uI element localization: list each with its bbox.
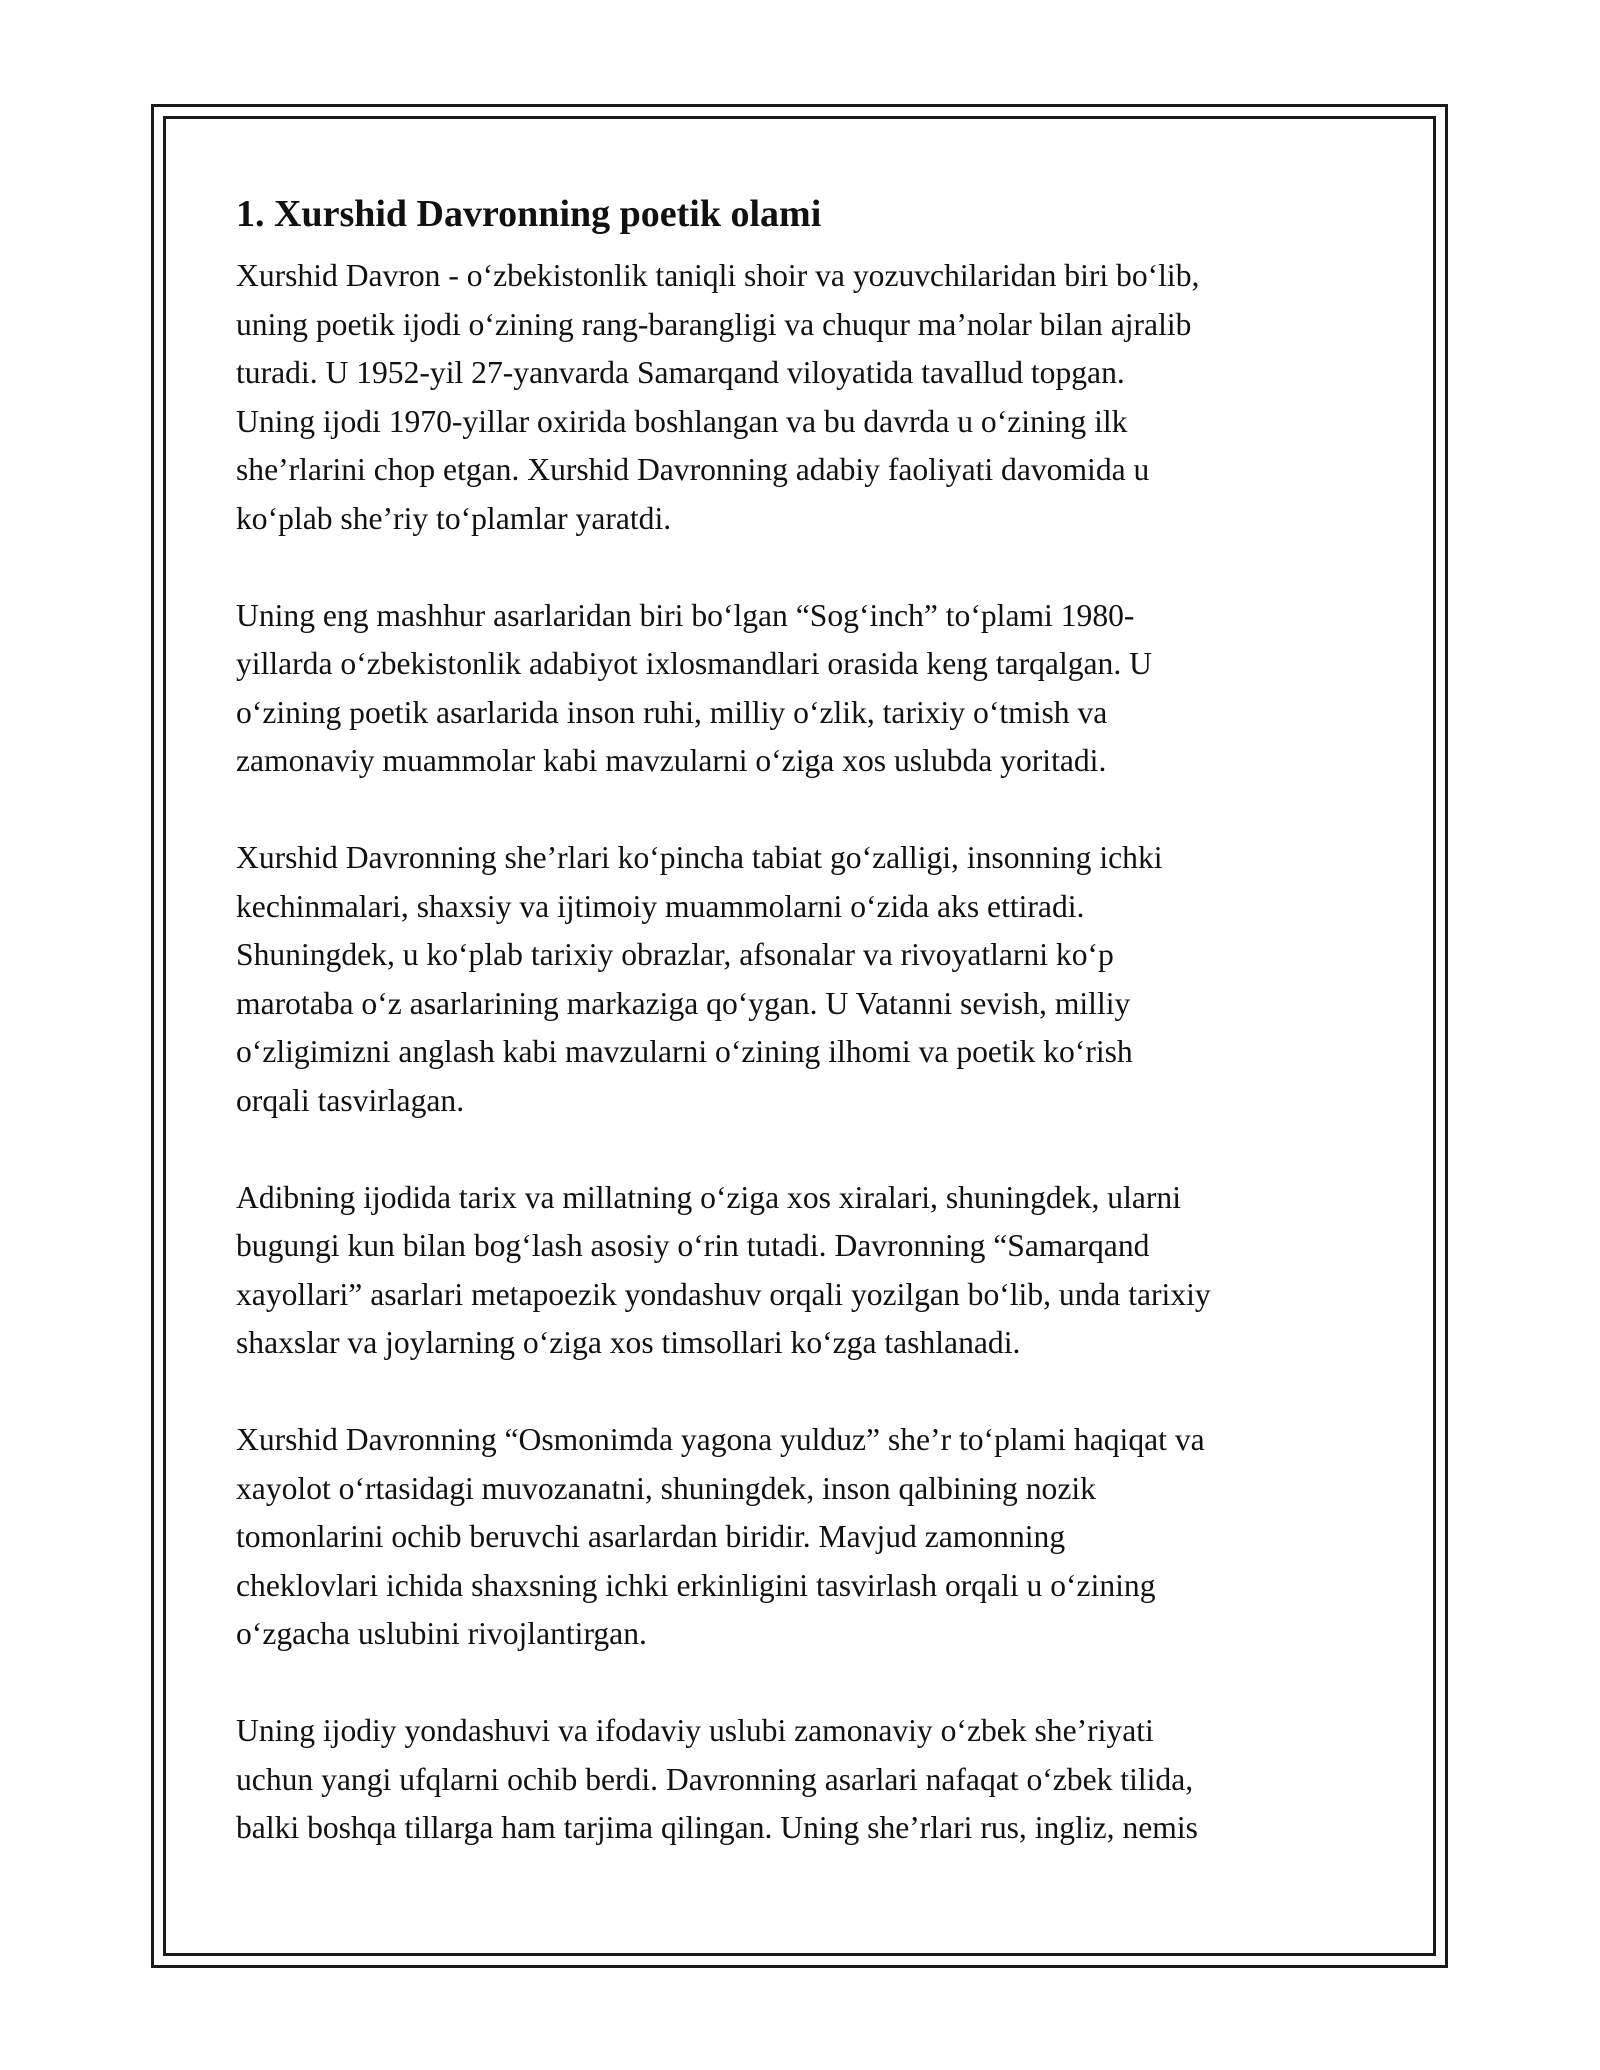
text-line: Uning eng mashhur asarlaridan biri bo‘lgan “Sog‘inch” to‘plami 1980-	[236, 597, 1135, 633]
text-line: zamonaviy muammolar kabi mavzularni o‘ziga xos uslubda yoritadi.	[236, 743, 1107, 778]
text-line: turadi. U 1952-yil 27-yanvarda Samarqand viloyatida tavallud topgan.	[236, 355, 1125, 390]
text-line: ko‘plab she’riy to‘plamlar yaratdi.	[236, 500, 672, 536]
text-line: shaxslar va joylarning o‘ziga xos timsollari ko‘zga tashlanadi.	[236, 1325, 1021, 1360]
text-line: o‘zining poetik asarlarida inson ruhi, milliy o‘zlik, tarixiy o‘tmish va	[236, 694, 1108, 730]
paragraph-4	[236, 1174, 1381, 1368]
text-line: kechinmalari, shaxsiy va ijtimoiy muammolarni o‘zida aks ettiradi.	[236, 888, 1085, 924]
paragraph-6	[236, 1707, 1381, 1853]
text-line: Xurshid Davronning she’rlari ko‘pincha tabiat go‘zalligi, insonning ichki	[236, 840, 1163, 875]
paragraph-3	[236, 834, 1381, 1125]
text-line: bugungi kun bilan bog‘lash asosiy o‘rin tutadi. Davronning “Samarqand	[236, 1228, 1150, 1263]
section-heading: 1. Xurshid Davronning poetik olami	[236, 193, 822, 235]
text-line: balki boshqa tillarga ham tarjima qilingan. Uning she’rlari rus, ingliz, nemis	[236, 1810, 1198, 1845]
text-line: yillarda o‘zbekistonlik adabiyot ixlosmandlari orasida keng tarqalgan. U	[236, 646, 1152, 681]
text-line: marotaba o‘z asarlarining markaziga qo‘ygan. U Vatanni sevish, milliy	[236, 985, 1131, 1021]
text-line: Shuningdek, u ko‘plab tarixiy obrazlar, afsonalar va rivoyatlarni ko‘p	[236, 937, 1114, 972]
document-body	[236, 190, 1381, 1901]
paragraph-1	[236, 252, 1381, 543]
text-line: xayolot o‘rtasidagi muvozanatni, shuningdek, inson qalbining nozik	[236, 1470, 1096, 1506]
text-line: o‘zligimizni anglash kabi mavzularni o‘zining ilhomi va poetik ko‘rish	[236, 1034, 1133, 1069]
text-line: Uning ijodiy yondashuvi va ifodaviy uslubi zamonaviy o‘zbek she’riyati	[236, 1713, 1154, 1748]
text-line: o‘zgacha uslubini rivojlantirgan.	[236, 1616, 647, 1651]
text-line: orqali tasvirlagan.	[236, 1082, 465, 1118]
text-line: cheklovlari ichida shaxsning ichki erkinligini tasvirlash orqali u o‘zining	[236, 1567, 1156, 1603]
paragraph-2	[236, 592, 1381, 786]
text-line: tomonlarini ochib beruvchi asarlardan biridir. Mavjud zamonning	[236, 1519, 1066, 1554]
text-line: uchun yangi ufqlarni ochib berdi. Davronning asarlari nafaqat o‘zbek tilida,	[236, 1761, 1194, 1797]
text-line: xayollari” asarlari metapoezik yondashuv orqali yozilgan bo‘lib, unda tarixiy	[236, 1276, 1211, 1312]
text-line: she’rlarini chop etgan. Xurshid Davronning adabiy faoliyati davomida u	[236, 452, 1150, 487]
text-line: uning poetik ijodi o‘zining rang-barangligi va chuqur ma’nolar bilan ajralib	[236, 306, 1192, 342]
text-line: Xurshid Davronning “Osmonimda yagona yulduz” she’r to‘plami haqiqat va	[236, 1422, 1205, 1457]
paragraph-5	[236, 1416, 1381, 1659]
text-line: Adibning ijodida tarix va millatning o‘ziga xos xiralari, shuningdek, ularni	[236, 1179, 1181, 1215]
text-line: Xurshid Davron - o‘zbekistonlik taniqli shoir va yozuvchilaridan biri bo‘lib,	[236, 258, 1200, 293]
text-line: Uning ijodi 1970-yillar oxirida boshlangan va bu davrda u o‘zining ilk	[236, 403, 1128, 439]
